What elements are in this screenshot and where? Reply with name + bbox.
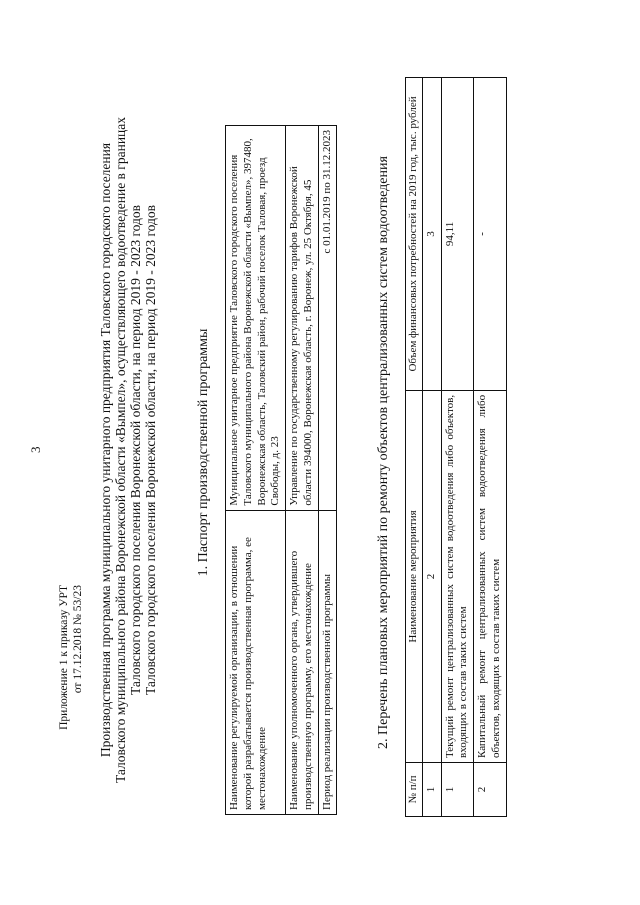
measure-cost-cell: -: [474, 78, 507, 391]
measure-number-cell: 1: [441, 763, 474, 817]
column-header-financial-needs: Объем финансовых потребностей на 2019 год, тыс. рублей: [406, 78, 423, 391]
table-header-row: [406, 78, 423, 817]
column-index-cell: 2: [422, 390, 441, 762]
passport-parameter-cell: Период реализации производственной программы: [318, 510, 337, 814]
table-row: [318, 126, 337, 815]
measure-name-cell: Капитальный ремонт централизованных систем водоотведения либо объектов, входящих в состав таких систем: [474, 390, 507, 762]
measure-name-cell: Текущий ремонт централизованных систем водоотведения либо объектов, входящих в состав таких систем: [441, 390, 474, 762]
passport-parameter-cell: Наименование регулируемой организации, в отношении которой разрабатывается производственная программа, ее местонахождение: [226, 510, 286, 814]
document-title-line: Производственная программа муниципального унитарного предприятия Таловского городского поселения: [98, 142, 113, 758]
passport-parameter-cell: Наименование уполномоченного органа, утвердившего производственную программу, его местонахождение: [286, 510, 319, 814]
planned-repair-measures-table: [405, 77, 507, 817]
measure-number-cell: 2: [474, 763, 507, 817]
passport-value-cell: Муниципальное унитарное предприятие Таловского городского поселения Таловского муниципального района Воронежской области «Вымпел», 397480, Воронежская область, Таловский район, рабочий поселок Таловая, проезд Свободы, д. 23: [226, 126, 286, 511]
table-row: [226, 126, 286, 815]
section-2-heading: 2. Перечень плановых мероприятий по ремонту объектов централизованных систем водоотведения: [376, 156, 391, 749]
table-row: [474, 78, 507, 817]
column-header-number: № п/п: [406, 763, 423, 817]
document-title-line: Таловского городского поселения Воронежской области, на период 2019 - 2023 годов: [128, 204, 143, 696]
measure-cost-cell: 94,11: [441, 78, 474, 391]
table-row: [286, 126, 319, 815]
program-passport-table: [225, 125, 337, 815]
column-index-cell: 3: [422, 78, 441, 391]
passport-value-cell: с 01.01.2019 по 31.12.2023: [318, 126, 337, 511]
document-title-line: Таловского муниципального района Воронежской области «Вымпел», осуществляющего водоотведение в границах: [113, 116, 128, 784]
section-1-heading: 1. Паспорт производственной программы: [196, 328, 211, 577]
appendix-reference-line2: от 17.12.2018 № 53/23: [72, 585, 84, 694]
passport-value-cell: Управление по государственному регулированию тарифов Воронежской области 394000, Воронежская область, г. Воронеж, ул. 25 Октября, 45: [286, 126, 319, 511]
table-row: [441, 78, 474, 817]
table-index-row: [422, 78, 441, 817]
document-title-line: Таловского городского поселения Воронежской области, на период 2019 - 2023 годов: [143, 204, 158, 696]
appendix-reference-line1: Приложение 1 к приказу УРТ: [58, 585, 70, 730]
page-number: 3: [28, 446, 43, 453]
column-index-cell: 1: [422, 763, 441, 817]
column-header-measure-name: Наименование мероприятия: [406, 390, 423, 762]
